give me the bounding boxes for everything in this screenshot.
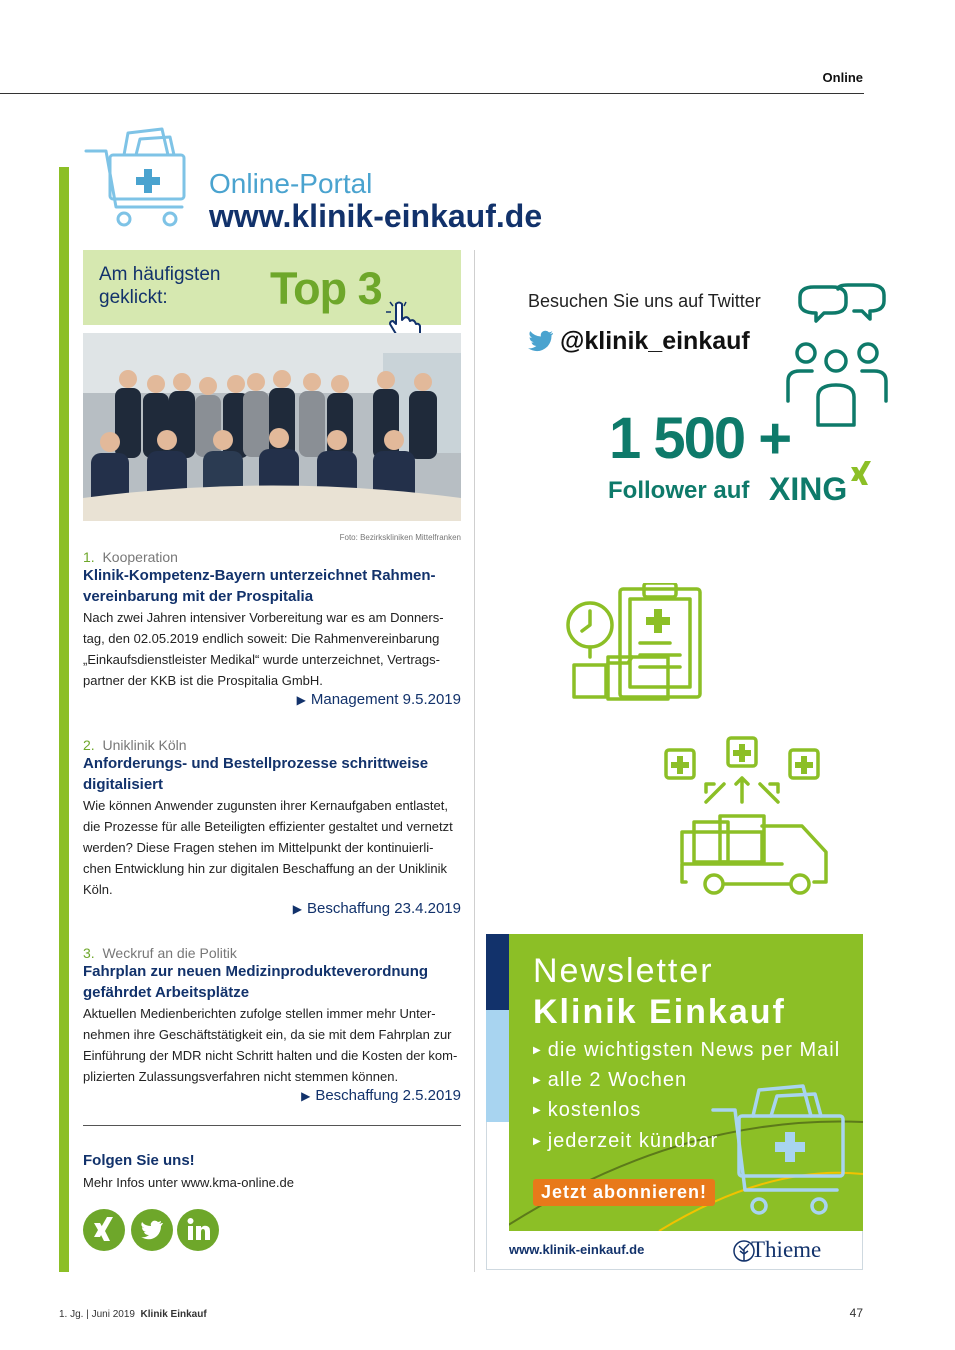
article-title[interactable]: Anforderungs- und Bestellprozesse schrittweise digitalisiert [83, 755, 429, 793]
newsletter-accent-navy [486, 934, 509, 1010]
column-divider [474, 250, 475, 1272]
twitter-intro: Besuchen Sie uns auf Twitter [528, 291, 761, 311]
article-link[interactable]: ▶ Management 9.5.2019 [296, 691, 461, 708]
article-teaser: Nach zwei Jahren intensiver Vorbereitung war es am Donners- tag, den 02.05.2019 endlich soweit: Die Rahmenvereinbarung „Einkaufsdienstleister Medikal“ wurde unterzeichnet, Vertrags- partner der KKB ist die Prospitalia GmbH. [83, 610, 444, 688]
article-number: 2. [83, 737, 95, 753]
article-title[interactable]: Fahrplan zur neuen Medizinprodukteverordnung gefährdet Arbeitsplätze [83, 963, 429, 1001]
clipboard-clock-icon [560, 583, 706, 701]
top3-title: Top 3 [270, 263, 382, 314]
xing-icon[interactable] [83, 1209, 125, 1251]
publisher-logo: Thieme [751, 1237, 822, 1262]
follow-subtitle: Mehr Infos unter www.kma-online.de [83, 1175, 294, 1190]
article-link[interactable]: ▶ Beschaffung 23.4.2019 [292, 900, 461, 917]
article-number: 3. [83, 945, 95, 961]
newsletter-bullet: ▶ jederzeit kündbar [533, 1130, 719, 1152]
xing-wordmark: XING [769, 471, 848, 507]
followers-label: Follower auf [608, 477, 750, 504]
newsletter-subtitle: Klinik Einkauf [533, 993, 786, 1031]
article-category-text: Uniklinik Köln [102, 737, 187, 753]
article-title[interactable]: Klinik-Kompetenz-Bayern unterzeichnet Rahmen- vereinbarung mit der Prospitalia [83, 567, 436, 605]
article-link[interactable]: ▶ Beschaffung 2.5.2019 [301, 1087, 461, 1104]
linkedin-icon[interactable] [177, 1209, 219, 1251]
photo-caption: Foto: Bezirkskliniken Mittelfranken [339, 533, 461, 542]
article-category-text: Weckruf an die Politik [102, 945, 237, 961]
header-rule [0, 93, 864, 94]
group-photo [83, 333, 461, 521]
arrow-right-icon: ▶ [533, 1105, 542, 1116]
article-teaser: Wie können Anwender zugunsten ihrer Kernaufgaben entlastet, die Prozesse für alle Beteiligten effizienter gestaltet und vernetzt werden? Diese Fragen stehen im Mittelpunkt der kontinuierli- chen Entwicklung hin zur digitalen Beschaffung an der Uniklinik Köln. [83, 798, 453, 897]
page-number: 47 [849, 1306, 863, 1320]
article-category [83, 549, 461, 565]
newsletter-bullet: ▶ die wichtigsten News per Mail [533, 1039, 841, 1061]
followers-count: 1 500 + [609, 406, 791, 471]
subscribe-button[interactable]: Jetzt abonnieren! [533, 1179, 715, 1206]
newsletter-accent-blue [486, 1010, 509, 1122]
play-triangle-icon: ▶ [301, 1089, 311, 1103]
footer-magazine: Klinik Einkauf [140, 1309, 207, 1320]
article-2 [83, 737, 461, 917]
newsletter-bullet: ▶ alle 2 Wochen [533, 1069, 688, 1091]
newsletter-url[interactable]: www.klinik-einkauf.de [509, 1242, 645, 1257]
xing-logo-icon [849, 461, 877, 491]
play-triangle-icon: ▶ [296, 693, 306, 707]
community-icon [782, 283, 890, 431]
shopping-cart-icon [84, 125, 196, 229]
arrow-right-icon: ▶ [533, 1075, 542, 1086]
article-category-text: Kooperation [102, 549, 178, 565]
article-number: 1. [83, 549, 95, 565]
portal-url[interactable]: www.klinik-einkauf.de [209, 198, 543, 234]
arrow-right-icon: ▶ [533, 1136, 542, 1147]
portal-subtitle: Online-Portal [209, 168, 373, 199]
follow-title: Folgen Sie uns! [83, 1152, 195, 1169]
newsletter-title: Newsletter [533, 952, 714, 990]
delivery-truck-icon [660, 736, 830, 896]
arrow-right-icon: ▶ [533, 1045, 542, 1056]
twitter-bird-icon [527, 330, 553, 352]
article-category [83, 737, 461, 753]
newsletter-bullet: ▶ kostenlos [533, 1099, 642, 1121]
twitter-handle[interactable]: @klinik_einkauf [560, 327, 750, 355]
section-label: Online [822, 70, 863, 85]
divider [83, 1125, 461, 1126]
article-3 [83, 945, 461, 1104]
article-1 [83, 549, 461, 708]
article-teaser: Aktuellen Medienberichten zufolge stellen immer mehr Unter- nehmen ihre Geschäftstätigkeit ein, da sie mit dem Fahrplan zur Einführung der MDR nicht Schritt halten und die Kosten der kom- plizierten Zulassungsverfahren nicht stemmen können. [83, 1006, 458, 1084]
play-triangle-icon: ▶ [292, 902, 302, 916]
top3-label: Am häufigsten geklickt: [99, 264, 221, 308]
article-category [83, 945, 461, 961]
footer-issue: 1. Jg. | Juni 2019 Klinik Einkauf [59, 1309, 207, 1320]
green-accent-bar [59, 167, 69, 1272]
twitter-icon[interactable] [131, 1209, 173, 1251]
